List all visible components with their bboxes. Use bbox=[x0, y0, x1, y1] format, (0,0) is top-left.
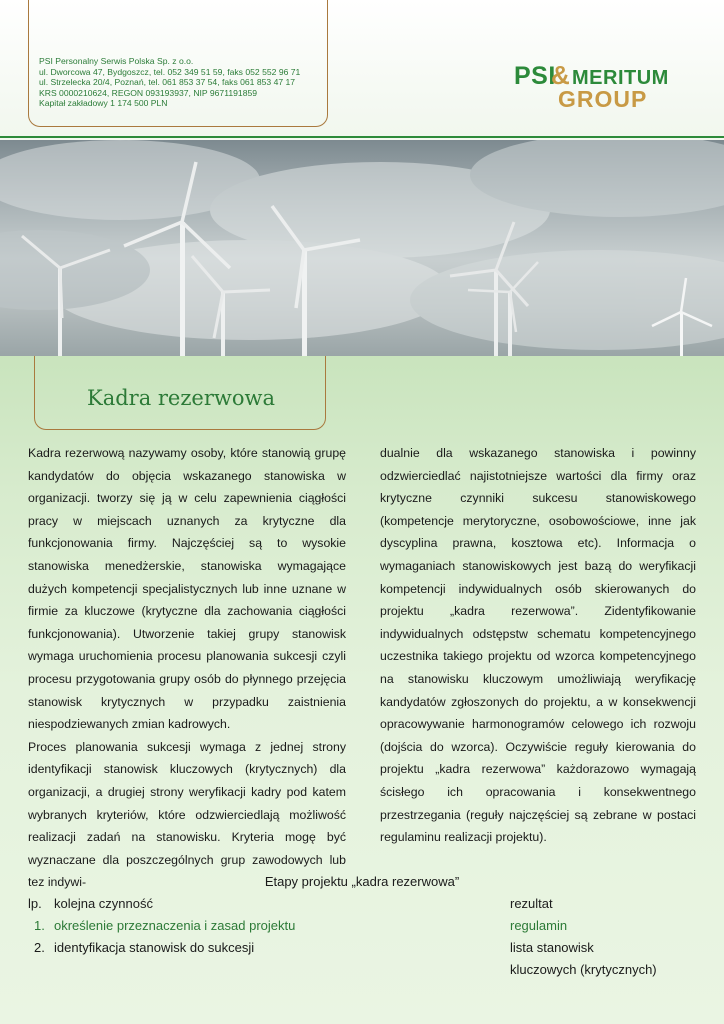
step-result: lista stanowisk bbox=[510, 940, 594, 955]
left-text-column bbox=[28, 442, 346, 894]
header-action: kolejna czynność bbox=[54, 896, 153, 911]
logo-ampersand: & bbox=[551, 60, 570, 90]
step-action: identyfikacja stanowisk do sukcesji bbox=[54, 940, 255, 955]
step-action: określenie przeznaczenia i zasad projektu bbox=[54, 918, 296, 933]
steps-title: Etapy projektu „kadra rezerwowa” bbox=[264, 874, 460, 889]
step-result: regulamin bbox=[510, 918, 568, 933]
step-number: 1. bbox=[34, 918, 45, 933]
company-capital: Kapitał zakładowy 1 174 500 PLN bbox=[39, 98, 168, 108]
psi-meritum-logo bbox=[514, 62, 704, 118]
paragraph: dualnie dla wskazanego stanowiska i powinny odzwierciedlać najistotniejsze wartości dla firmy oraz krytyczne czynniki sukcesu stanowiskowego (kompetencje merytoryczne, osobowościowe, inne jak dyscyplina prawna, kosztowa etc). Informacja o wymaganiach stanowiskowych jest bazą do weryfikacji kompetencji indywidualnych osób skierowanych do projektu „kadra rezerwowa”. Zidentyfikowanie indywidualnych odstępstw schematu kompetencyjnego uczestnika takiego projektu od wzorca kompetencyjnego na stanowisku kluczowym umożliwiają weryfikację kandydatów zgłoszonych do projektu, a w konsekwencji opracowywanie harmonogramów celowego ich rozwoju (dojścia do wzorca). Oczywiście reguły kierowania do projektu „kadra rezerwowa” każdorazowo wymagają ścisłego ich opracowania i konsekwentnego przestrzegania (reguły najczęściej są zebrane w postaci regulaminu realizacji projektu). bbox=[380, 446, 696, 845]
paragraph: Kadra rezerwową nazywamy osoby, które stanowią grupę kandydatów do objęcia wskazanego stanowiska w organizacji. tworzy się ją w celu zapewnienia ciągłości pracy w miejscach uznanych za krytyczne dla funkcjonowania firmy. Najczęściej są to wysokie stanowiska menedżerskie, stanowiska wymagające dużych kompetencji specjalistycznych lub inne uznane w firmie za kluczowe (krytyczne dla zachowania ciągłości funkcjonowania). Utworzenie takiej grupy stanowisk wymaga uruchomienia procesu planowania sukcesji czyli procesu przygotowania grupy osób do płynnego przejęcia stanowisk krytycznych w przypadku zaistnienia niespodziewanych zmian kadrowych. bbox=[28, 446, 346, 732]
title-box bbox=[34, 356, 326, 430]
company-name: PSI Personalny Serwis Polska Sp. z o.o. bbox=[39, 56, 194, 66]
wind-turbines-illustration bbox=[0, 140, 724, 356]
logo-psi: PSI bbox=[514, 62, 556, 90]
logo-meritum: MERITUM bbox=[572, 67, 669, 89]
page-header bbox=[0, 0, 724, 138]
logo-group: GROUP bbox=[558, 86, 648, 112]
company-info-box bbox=[28, 0, 328, 127]
company-address-bydgoszcz: ul. Dworcowa 47, Bydgoszcz, tel. 052 349 51 59, faks 052 552 96 71 bbox=[39, 66, 301, 77]
page-title: Kadra rezerwowa bbox=[87, 386, 275, 410]
paragraph: Proces planowania sukcesji wymaga z jednej strony identyfikacji stanowisk kluczowych (krytycznych) dla organizacji, a drugiej strony weryfikacji kadry pod katem wybranych kryteriów, które odzwierciedlają możliwość realizacji zadań na stanowisku. Kryteria mogę być wyznaczane dla poszczególnych grup zawodowych lub tez indywi- bbox=[28, 739, 346, 890]
step-result-continued: kluczowych (krytycznych) bbox=[510, 962, 657, 977]
company-registration: KRS 0000210624, REGON 093193937, NIP 9671191859 bbox=[39, 87, 258, 98]
company-address-poznan: ul. Strzelecka 20/4, Poznań, tel. 061 853 37 54, faks 061 853 47 17 bbox=[39, 77, 296, 87]
clouds bbox=[0, 140, 724, 350]
wind-turbines-photo bbox=[0, 140, 724, 356]
header-lp: lp. bbox=[28, 896, 42, 911]
right-text-column bbox=[380, 442, 696, 849]
header-result: rezultat bbox=[510, 896, 553, 911]
step-number: 2. bbox=[34, 940, 45, 955]
